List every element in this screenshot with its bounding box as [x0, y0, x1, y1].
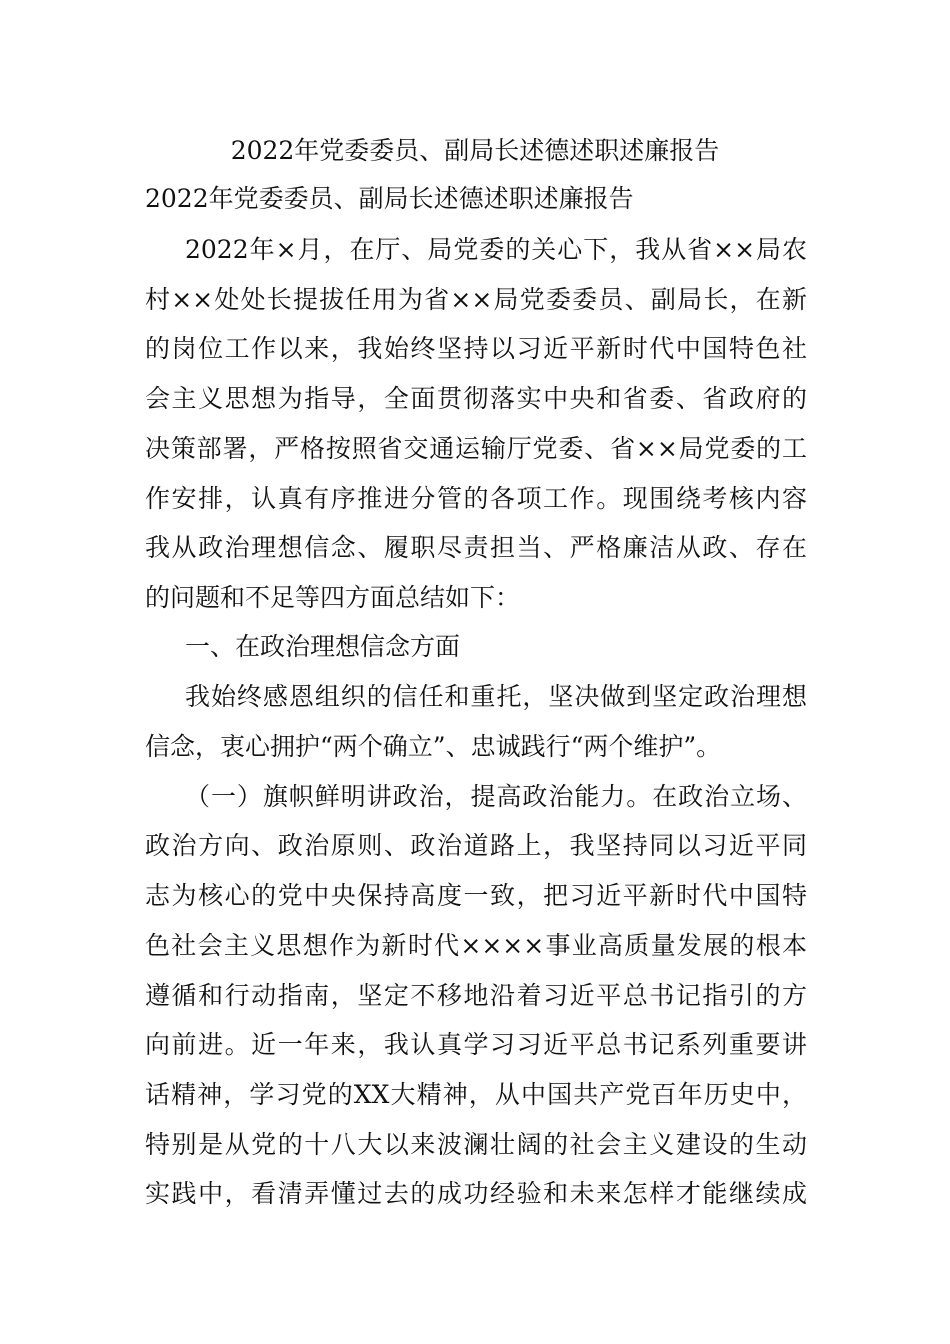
paragraph-line: 实践中，看清弄懂过去的成功经验和未来怎样才能继续成 [145, 1179, 807, 1208]
paragraph-line: 村××处处长提拔任用为省××局党委委员、副局长，在新 [145, 285, 807, 314]
paragraph-line: 的问题和不足等四方面总结如下： [145, 583, 521, 612]
paragraph-line: 2022年×月，在厅、局党委的关心下，我从省××局农 [185, 235, 807, 264]
paragraph-line: 作安排，认真有序推进分管的各项工作。现围绕考核内容 [145, 484, 807, 513]
paragraph-line: 会主义思想为指导，全面贯彻落实中央和省委、省政府的 [145, 384, 807, 413]
paragraph-line: 话精神，学习党的XX大精神，从中国共产党百年历史中， [145, 1080, 807, 1109]
section-heading-text: 一、在政治理想信念方面 [185, 632, 461, 661]
paragraph-line: 特别是从党的十八大以来波澜壮阔的社会主义建设的生动 [145, 1130, 807, 1159]
paragraph-line: 遵循和行动指南，坚定不移地沿着习近平总书记指引的方 [145, 981, 807, 1010]
paragraph-line: 志为核心的党中央保持高度一致，把习近平新时代中国特 [145, 881, 807, 910]
paragraph-line: 我始终感恩组织的信任和重托，坚决做到坚定政治理想 [185, 682, 807, 711]
paragraph-line: 信念，衷心拥护“两个确立”、忠诚践行“两个维护”。 [145, 732, 722, 761]
paragraph-line: 政治方向、政治原则、政治道路上，我坚持同以习近平同 [145, 831, 807, 860]
paragraph-line: 色社会主义思想作为新时代××××事业高质量发展的根本 [145, 931, 807, 960]
document-title: 2022年党委委员、副局长述德述职述廉报告 [230, 136, 720, 165]
document-subtitle: 2022年党委委员、副局长述德述职述廉报告 [145, 184, 634, 213]
paragraph-line: 的岗位工作以来，我始终坚持以习近平新时代中国特色社 [145, 334, 807, 363]
paragraph-line: （一）旗帜鲜明讲政治，提高政治能力。在政治立场、 [185, 782, 807, 811]
paragraph-line: 我从政治理想信念、履职尽责担当、严格廉洁从政、存在 [145, 533, 807, 562]
paragraph-line: 决策部署，严格按照省交通运输厅党委、省××局党委的工 [145, 434, 807, 463]
paragraph-line: 向前进。近一年来，我认真学习习近平总书记系列重要讲 [145, 1030, 807, 1059]
